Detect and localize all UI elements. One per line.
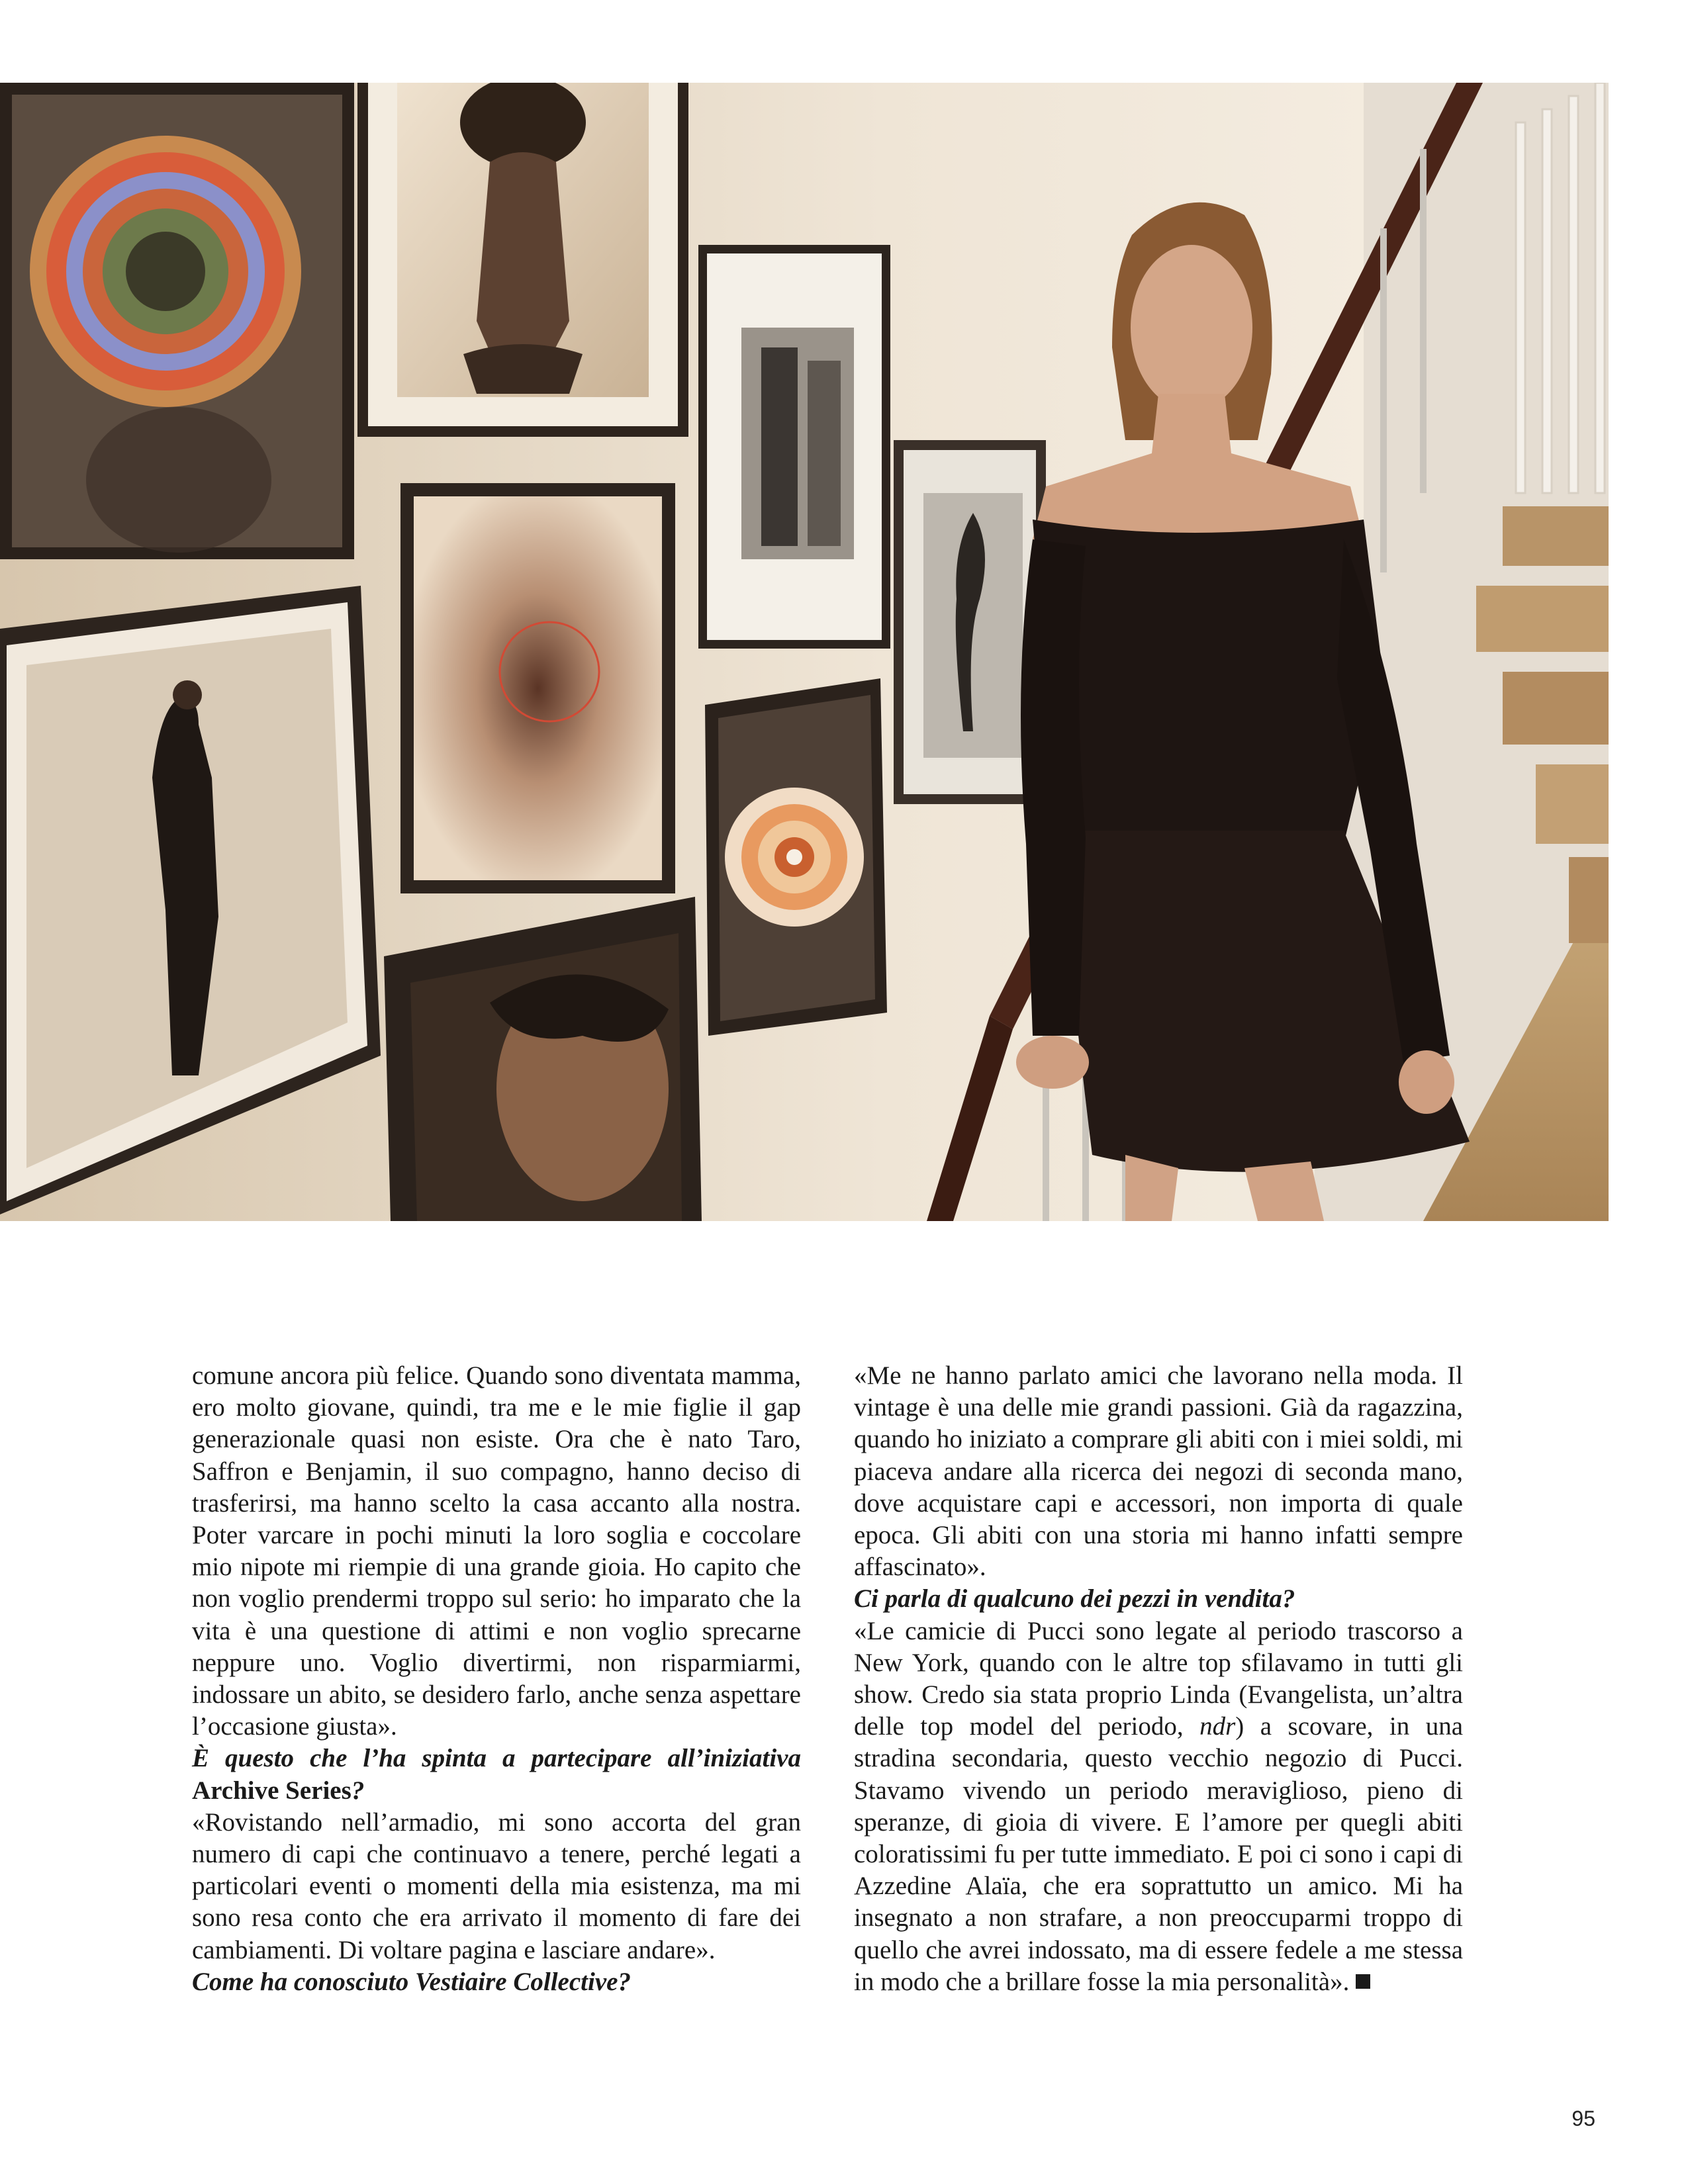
article-photo <box>0 83 1609 1221</box>
ndr-note: ndr <box>1199 1712 1236 1741</box>
paragraph-3: «Me ne hanno parlato amici che lavorano nella moda. Il vintage è una delle mie grandi passioni. Già da ragazzina, quando ho iniziato a comprare gli abiti con i miei soldi, mi piaceva andare alla ricerca dei negozi di seconda mano, dove acquistare capi e accessori, non importa di quale epoca. Gli abiti con una storia mi hanno infatti sempre affascinato». <box>854 1361 1463 1582</box>
interview-question-1 <box>192 1743 801 1806</box>
question-punct: ? <box>351 1776 365 1805</box>
interview-question-2: Come ha conosciuto Vestiaire Collective? <box>192 1967 631 1996</box>
artwork-orange-circles <box>705 678 887 1036</box>
paragraph-1: comune ancora più felice. Quando sono diventata mamma, ero molto giovane, quindi, tra me e le mie figlie il gap generazionale quasi non esiste. Ora che è nato Taro, Saffron e Benjamin, il suo compagno, hanno deciso di trasferirsi, ma hanno scelto la casa accanto alla nostra. Poter varcare in pochi minuti la loro soglia e coccolare mio nipote mi riempie di una grande gioia. Ho capito che non voglio prendermi troppo sul serio: ho imparato che la vita è una questione di attimi e non voglio sprecarne neppure uno. Voglio divertirmi, non risparmiarmi, indossare un abito, se desidero farlo, anche senza aspettare l’occasione giusta». <box>192 1361 801 1741</box>
paragraph-2: «Rovistando nell’armadio, mi sono accorta del gran numero di capi che continuavo a tenere, perché legati a particolari eventi o momenti della mia esistenza, ma mi sono resa conto che era arrivato il momento di fare dei cambiamenti. Di voltare pagina e lasciare andare». <box>192 1807 801 1964</box>
artwork-bw-photo <box>698 245 890 649</box>
artwork-concentric-circles <box>0 83 354 559</box>
paragraph-4 <box>854 1615 1463 1998</box>
question-text: È questo che l’ha spinta a partecipare all’iniziativa <box>192 1744 801 1773</box>
artwork-figure-photo <box>357 83 688 437</box>
interview-question-3: Ci parla di qualcuno dei pezzi in vendita? <box>854 1584 1295 1614</box>
end-of-article-mark <box>1356 1974 1370 1989</box>
paragraph-4-part-1: «Le camicie di Pucci sono legate al periodo trascorso a New York, quando con le altre top sfilavamo in tutti gli show. Credo sia stata proprio Linda (Evangelista, un’altra delle top model del periodo, <box>854 1616 1463 1741</box>
article-column-left <box>192 1360 801 1998</box>
paragraph-4-part-2: ) a scovare, in una stradina secondaria, questo vecchio negozio di Pucci. Stavamo vivendo un periodo meraviglioso, pieno di speranze, di gioia di vivere. E l’amore per quegli abiti coloratissimi fu per tutte immediato. E poi ci sono i capi di Azzedine Alaïa, che era soprattutto un amico. Mi ha insegnato a non strafare, a non preoccuparmi troppo di quello che avrei indossato, ma di essere fedele a me stessa in modo che a brillare fosse la mia personalità». <box>854 1712 1463 1996</box>
artwork-radial-glow <box>400 483 675 893</box>
page-number: 95 <box>1571 2107 1595 2130</box>
article-column-right <box>854 1360 1463 1998</box>
question-bold-tail: Archive Series <box>192 1776 352 1805</box>
